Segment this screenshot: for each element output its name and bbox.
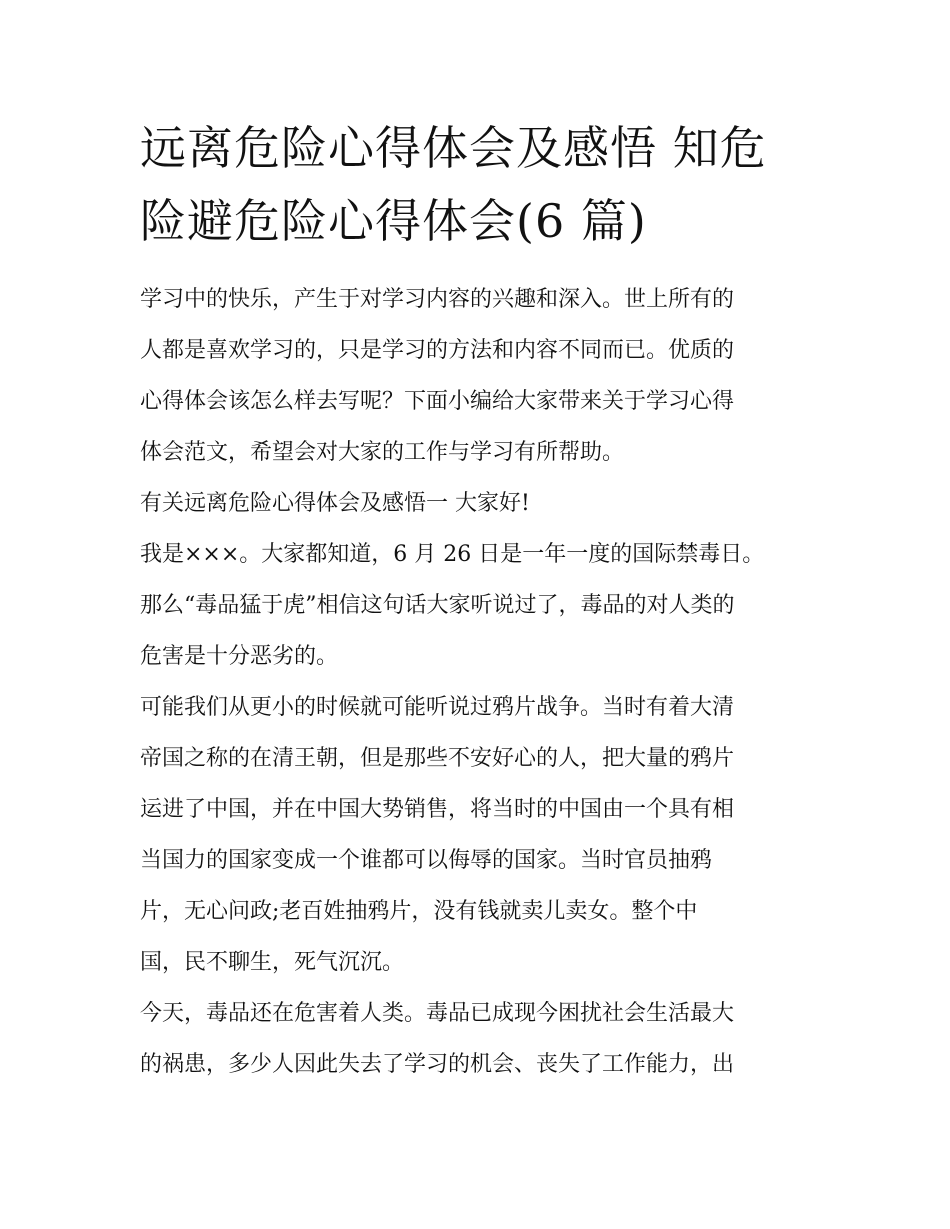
- document-page: [140, 112, 812, 1090]
- body-line: 运进了中国，并在中国大势销售，将当时的中国由一个具有相: [140, 797, 735, 822]
- body-line: 今天，毒品还在危害着人类。毒品已成现今困扰社会生活最大: [140, 1001, 735, 1026]
- body-line: 学习中的快乐，产生于对学习内容的兴趣和深入。世上所有的: [140, 287, 735, 312]
- section-heading-line: 有关远离危险心得体会及感悟一 大家好!: [140, 491, 530, 516]
- body-line: 片，无心问政;老百姓抽鸦片，没有钱就卖儿卖女。整个中: [140, 899, 698, 924]
- body-line: 的祸患，多少人因此失去了学习的机会、丧失了工作能力，出: [140, 1052, 735, 1077]
- body-line: 帝国之称的在清王朝，但是那些不安好心的人，把大量的鸦片: [140, 746, 735, 771]
- document-body: [140, 274, 812, 1090]
- title-line: 远离危险心得体会及感悟 知危: [140, 121, 767, 175]
- body-line: 危害是十分恶劣的。: [140, 644, 339, 669]
- body-line: 体会范文，希望会对大家的工作与学习有所帮助。: [140, 440, 625, 465]
- body-line: 我是×××。大家都知道，6 月 26 日是一年一度的国际禁毒日。: [140, 542, 765, 567]
- document-title: [140, 112, 812, 258]
- body-line: 那么“毒品猛于虎”相信这句话大家听说过了，毒品的对人类的: [140, 593, 735, 618]
- body-line: 可能我们从更小的时候就可能听说过鸦片战争。当时有着大清: [140, 695, 735, 720]
- body-line: 国，民不聊生，死气沉沉。: [140, 950, 405, 975]
- body-line: 当国力的国家变成一个谁都可以侮辱的国家。当时官员抽鸦: [140, 848, 713, 873]
- title-line: 险避危险心得体会(6 篇): [140, 194, 647, 248]
- body-line: 人都是喜欢学习的，只是学习的方法和内容不同而已。优质的: [140, 338, 735, 363]
- body-line: 心得体会该怎么样去写呢？下面小编给大家带来关于学习心得: [140, 389, 735, 414]
